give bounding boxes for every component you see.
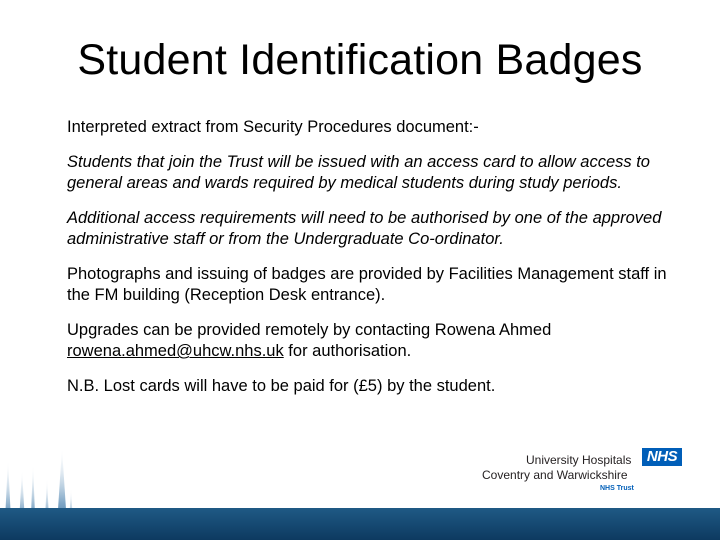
- nhs-logo-box: NHS: [642, 448, 682, 466]
- paragraph-photographs: Photographs and issuing of badges are provided by Facilities Management staff in the FM building (Reception Desk entrance).: [67, 265, 667, 304]
- logo-line-university: University Hospitals: [526, 453, 632, 467]
- upgrades-suffix: for authorisation.: [283, 342, 412, 360]
- email-link[interactable]: rowena.ahmed@uhcw.nhs.uk: [67, 342, 284, 360]
- upgrades-text: Upgrades can be provided remotely by contacting Rowena Ahmed: [67, 321, 552, 339]
- paragraph-access-card: Students that join the Trust will be issued with an access card to allow access to general areas and wards required by medical students during study periods.: [67, 153, 650, 192]
- paragraph-upgrades: [67, 320, 667, 362]
- paragraph-lost-cards: N.B. Lost cards will have to be paid for (£5) by the student.: [67, 377, 496, 395]
- slide-body: [67, 117, 667, 411]
- logo-line-coventry: Coventry and Warwickshire: [482, 468, 628, 482]
- logo-nhs-trust: NHS Trust: [600, 485, 634, 492]
- slide-title: Student Identification Badges: [77, 36, 643, 84]
- paragraph-intro: Interpreted extract from Security Procedures document:-: [67, 118, 479, 136]
- nhs-trust-logo: [479, 448, 699, 496]
- footer-bar: [0, 508, 720, 540]
- paragraph-additional-access: Additional access requirements will need to be authorised by one of the approved administrative staff or from the Undergraduate Co-ordinator.: [67, 209, 662, 248]
